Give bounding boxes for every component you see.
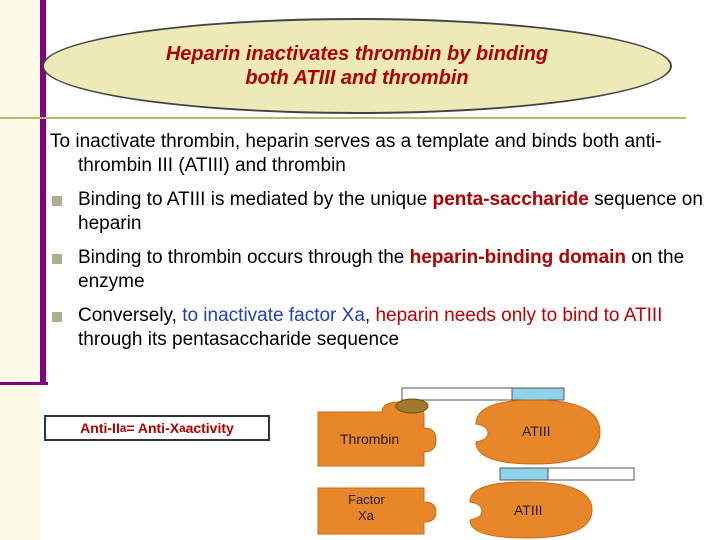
slide-title <box>42 18 672 114</box>
factor-label-line-2: Xa <box>358 508 374 523</box>
anti-box-sub-2: a <box>179 421 186 435</box>
bullet-1-post: sequence on heparin <box>78 189 703 234</box>
anti-box-sub-1: a <box>119 421 127 435</box>
bullet-atiii-binding <box>50 188 710 236</box>
factor-label-line-1: Factor <box>348 492 385 507</box>
bullet-2-pre: Binding to thrombin occurs through the <box>78 247 410 268</box>
heparin-strip-white-top <box>402 388 512 400</box>
atiii-bottom-label: ATIII <box>514 502 543 518</box>
heparin-binding-diagram <box>304 384 670 540</box>
intro-paragraph: To inactivate thrombin, heparin serves as a template and binds both anti-thrombin III (ATIII) and thrombin <box>50 131 662 176</box>
bullet-square-icon <box>52 254 62 264</box>
bullet-thrombin-binding <box>50 246 710 294</box>
anti-box-part-1: Anti-II <box>80 420 120 436</box>
slide-body <box>50 130 710 362</box>
bullet-3-blue: to inactivate factor Xa <box>182 305 365 326</box>
bullet-3-pre: Conversely, <box>78 305 183 326</box>
title-line-2: both ATIII and thrombin <box>245 67 469 89</box>
bullet-factor-xa <box>50 304 710 352</box>
thrombin-label: Thrombin <box>340 431 400 447</box>
bullet-3-post: through its pentasaccharide sequence <box>78 329 400 350</box>
heparin-strip-white-bottom <box>548 468 634 480</box>
heparin-strip-blue-top <box>512 388 564 400</box>
bullet-square-icon <box>52 196 62 206</box>
heparin-strip-blue-bottom <box>500 468 548 480</box>
bullet-1-pre: Binding to ATIII is mediated by the unique <box>78 189 433 210</box>
anti-activity-box <box>44 415 270 441</box>
bullet-1-emphasis: penta-saccharide <box>432 189 589 210</box>
anti-box-part-2: = Anti-X <box>126 420 180 436</box>
anti-box-part-3: activity <box>185 420 234 436</box>
bullet-2-emphasis: heparin-binding domain <box>409 247 627 268</box>
left-bottom-rule <box>0 382 48 385</box>
atiii-top-label: ATIII <box>522 423 551 439</box>
bullet-square-icon <box>52 312 62 322</box>
bullet-3-comma: , <box>364 305 376 326</box>
header-divider <box>0 117 686 119</box>
heparin-binding-domain-icon <box>396 399 428 413</box>
bullet-2-post: on the enzyme <box>78 247 685 292</box>
title-line-1: Heparin inactivates thrombin by binding <box>165 43 549 65</box>
left-accent-band <box>0 0 40 540</box>
bullet-3-red: heparin needs only to bind to ATIII <box>375 305 663 326</box>
